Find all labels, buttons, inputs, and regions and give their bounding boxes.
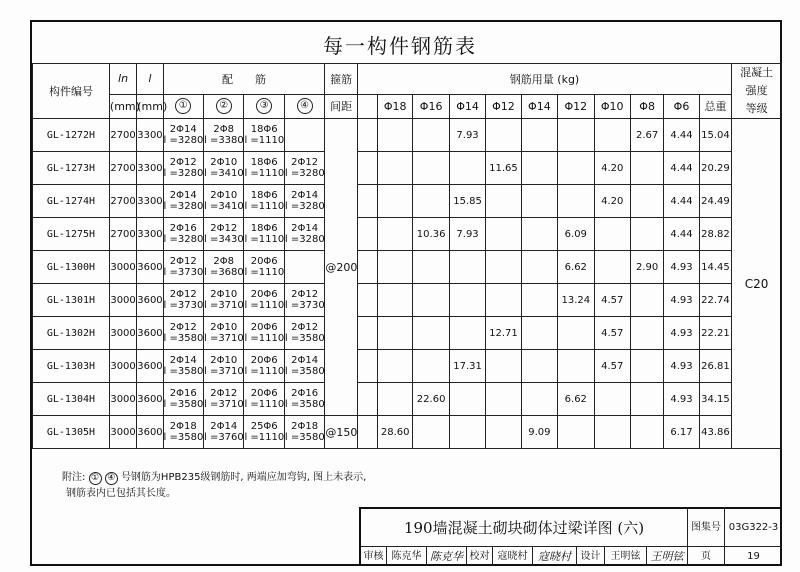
bar-1-spec: 2Φ12 l =3730 bbox=[163, 284, 203, 317]
bar-4-spec: 2Φ14 l =3280 bbox=[284, 218, 324, 251]
weight-cell: 4.57 bbox=[594, 350, 630, 383]
weight-cell bbox=[378, 251, 413, 284]
header-dia-14: Φ14 bbox=[449, 94, 485, 118]
review-label: 审核 bbox=[361, 547, 387, 566]
member-id: GL-1305H bbox=[33, 416, 110, 449]
weight-cell bbox=[630, 350, 663, 383]
header-ln: ln bbox=[109, 64, 136, 95]
concrete-grade: C20 bbox=[732, 119, 782, 449]
bar-1-spec: 2Φ16 l =3580 bbox=[163, 383, 203, 416]
weight-cell: 7.93 bbox=[449, 218, 485, 251]
weight-cell bbox=[630, 284, 663, 317]
weight-cell bbox=[521, 152, 557, 185]
weight-cell bbox=[486, 119, 521, 152]
weight-cell bbox=[630, 152, 663, 185]
header-ln-unit: (mm) bbox=[109, 94, 136, 118]
bar-1-spec: 2Φ18 l =3580 bbox=[163, 416, 203, 449]
weight-cell: 17.31 bbox=[449, 350, 485, 383]
weight-cell bbox=[486, 350, 521, 383]
bar-2-spec: 2Φ10 l =3410 bbox=[203, 152, 243, 185]
header-dia-10: Φ10 bbox=[594, 94, 630, 118]
bar-3-spec: 20Φ6 l =1110 bbox=[244, 383, 284, 416]
member-id: GL-1274H bbox=[33, 185, 110, 218]
bar-3-spec: 20Φ6 l =1110 bbox=[244, 317, 284, 350]
weight-cell: 9.09 bbox=[521, 416, 557, 449]
weight-cell bbox=[558, 152, 594, 185]
table-row bbox=[33, 185, 782, 218]
blank-cell bbox=[357, 119, 377, 152]
weight-cell bbox=[378, 218, 413, 251]
weight-cell bbox=[449, 152, 485, 185]
weight-cell bbox=[594, 383, 630, 416]
weight-cell bbox=[486, 284, 521, 317]
weight-cell: 2.67 bbox=[630, 119, 663, 152]
weight-cell bbox=[630, 185, 663, 218]
bar-3-spec: 18Φ6 l =1110 bbox=[244, 152, 284, 185]
weight-cell bbox=[521, 251, 557, 284]
weight-cell bbox=[630, 317, 663, 350]
weight-cell bbox=[521, 284, 557, 317]
bar-3-spec: 25Φ6 l =1110 bbox=[244, 416, 284, 449]
weight-cell: 4.44 bbox=[664, 185, 699, 218]
total-weight: 43.86 bbox=[699, 416, 732, 449]
checker-name: 寇晓村 bbox=[493, 547, 533, 566]
header-stirrup: 箍筋 bbox=[325, 64, 357, 95]
member-id: GL-1304H bbox=[33, 383, 110, 416]
weight-cell: 4.93 bbox=[664, 284, 699, 317]
header-stirrup-spacing: 间距 bbox=[325, 94, 357, 118]
stirrup-spacing: @150 bbox=[325, 416, 357, 449]
header-l-unit: (mm) bbox=[137, 94, 163, 118]
weight-cell bbox=[413, 119, 449, 152]
bar-3-spec: 20Φ6 l =1110 bbox=[244, 350, 284, 383]
reviewer-name: 陈克华 bbox=[387, 547, 427, 566]
header-member-no: 构件编号 bbox=[33, 64, 110, 119]
total-weight: 22.21 bbox=[699, 317, 732, 350]
header-dia-18: Φ18 bbox=[378, 94, 413, 118]
bar-1-spec: 2Φ12 l =3280 bbox=[163, 152, 203, 185]
weight-cell bbox=[521, 119, 557, 152]
bar-2-spec: 2Φ10 l =3410 bbox=[203, 185, 243, 218]
weight-cell: 4.57 bbox=[594, 317, 630, 350]
table-row bbox=[33, 350, 782, 383]
weight-cell: 4.93 bbox=[664, 251, 699, 284]
check-label: 校对 bbox=[467, 547, 493, 566]
signature-row bbox=[361, 547, 782, 566]
header-dia-14-b: Φ14 bbox=[521, 94, 557, 118]
weight-cell: 4.20 bbox=[594, 152, 630, 185]
total-weight: 22.74 bbox=[699, 284, 732, 317]
header-l: l bbox=[137, 64, 163, 95]
bar-3-spec: 18Φ6 l =1110 bbox=[244, 218, 284, 251]
weight-cell bbox=[413, 350, 449, 383]
note-line-2: 钢筋表内已包括其长度。 bbox=[66, 488, 176, 499]
weight-cell bbox=[449, 317, 485, 350]
clear-span: 2700 bbox=[109, 185, 136, 218]
bar-2-spec: 2Φ12 l =3430 bbox=[203, 218, 243, 251]
weight-cell bbox=[630, 218, 663, 251]
note-text-1: 号钢筋为HPB235级钢筋时, 两端应加弯钩, 图上未表示, bbox=[120, 472, 367, 483]
note-prefix: 附注: bbox=[62, 472, 86, 483]
blank-cell bbox=[357, 218, 377, 251]
bar-4-spec: 2Φ12 l =3730 bbox=[284, 284, 324, 317]
clear-span: 3000 bbox=[109, 383, 136, 416]
bar-2-spec: 2Φ12 l =3710 bbox=[203, 383, 243, 416]
total-weight: 26.81 bbox=[699, 350, 732, 383]
weight-cell: 4.44 bbox=[664, 119, 699, 152]
beam-length: 3600 bbox=[137, 383, 163, 416]
member-id: GL-1275H bbox=[33, 218, 110, 251]
weight-cell: 6.17 bbox=[664, 416, 699, 449]
weight-cell bbox=[413, 284, 449, 317]
clear-span: 2700 bbox=[109, 152, 136, 185]
weight-cell bbox=[558, 185, 594, 218]
bar-4-spec bbox=[284, 251, 324, 284]
member-id: GL-1301H bbox=[33, 284, 110, 317]
clear-span: 3000 bbox=[109, 350, 136, 383]
clear-span: 3000 bbox=[109, 284, 136, 317]
header-concrete-grade: 混凝土 强度 等级 bbox=[732, 64, 782, 119]
bar-3-spec: 20Φ6 l =1110 bbox=[244, 284, 284, 317]
weight-cell bbox=[594, 251, 630, 284]
page-number: 19 bbox=[747, 551, 760, 562]
weight-cell bbox=[378, 284, 413, 317]
weight-cell: 4.44 bbox=[664, 218, 699, 251]
table-row bbox=[33, 119, 782, 152]
total-weight: 34.15 bbox=[699, 383, 732, 416]
weight-cell bbox=[594, 119, 630, 152]
member-id: GL-1302H bbox=[33, 317, 110, 350]
weight-cell bbox=[413, 152, 449, 185]
weight-cell bbox=[594, 218, 630, 251]
weight-cell: 2.90 bbox=[630, 251, 663, 284]
blank-cell bbox=[357, 284, 377, 317]
blank-cell bbox=[357, 317, 377, 350]
bar-4-spec: 2Φ14 l =3280 bbox=[284, 185, 324, 218]
beam-length: 3600 bbox=[137, 350, 163, 383]
weight-cell bbox=[449, 383, 485, 416]
weight-cell bbox=[486, 218, 521, 251]
bar-4-spec: 2Φ18 l =3580 bbox=[284, 416, 324, 449]
note-bar-4: ④ bbox=[105, 472, 118, 485]
blank-cell bbox=[357, 152, 377, 185]
stirrup-spacing: @200 bbox=[325, 119, 357, 416]
header-total: 总重 bbox=[699, 94, 732, 118]
member-id: GL-1300H bbox=[33, 251, 110, 284]
weight-cell bbox=[630, 416, 663, 449]
member-id: GL-1273H bbox=[33, 152, 110, 185]
bar-1-spec: 2Φ14 l =3280 bbox=[163, 185, 203, 218]
weight-cell: 4.93 bbox=[664, 383, 699, 416]
weight-cell: 12.71 bbox=[486, 317, 521, 350]
bar-4-spec: 2Φ14 l =3580 bbox=[284, 350, 324, 383]
weight-cell bbox=[558, 416, 594, 449]
weight-cell bbox=[449, 416, 485, 449]
header-dia-16: Φ16 bbox=[413, 94, 449, 118]
weight-cell bbox=[378, 119, 413, 152]
drawing-name: 190墙混凝土砌块砌体过梁详图 (六) bbox=[361, 509, 688, 547]
table-row bbox=[33, 218, 782, 251]
weight-cell bbox=[486, 383, 521, 416]
weight-cell bbox=[521, 350, 557, 383]
header-bar-3: ③ bbox=[244, 94, 284, 118]
note-bar-1: ① bbox=[89, 472, 102, 485]
table-row bbox=[33, 383, 782, 416]
weight-cell: 4.44 bbox=[664, 152, 699, 185]
weight-cell bbox=[558, 119, 594, 152]
bar-1-spec: 2Φ16 l =3280 bbox=[163, 218, 203, 251]
bar-2-spec: 2Φ8 l =3380 bbox=[203, 119, 243, 152]
reviewer-signature: 陈克华 bbox=[427, 547, 467, 566]
table-row bbox=[33, 317, 782, 350]
member-id: GL-1272H bbox=[33, 119, 110, 152]
weight-cell bbox=[378, 152, 413, 185]
weight-cell bbox=[449, 251, 485, 284]
bar-3-spec: 18Φ6 l =1110 bbox=[244, 119, 284, 152]
total-weight: 24.49 bbox=[699, 185, 732, 218]
weight-cell bbox=[378, 317, 413, 350]
weight-cell bbox=[449, 284, 485, 317]
bar-1-spec: 2Φ14 l =3580 bbox=[163, 350, 203, 383]
clear-span: 3000 bbox=[109, 416, 136, 449]
table-row bbox=[33, 416, 782, 449]
rebar-table-body bbox=[33, 119, 782, 449]
bar-1-spec: 2Φ12 l =3580 bbox=[163, 317, 203, 350]
weight-cell: 4.57 bbox=[594, 284, 630, 317]
weight-cell: 15.85 bbox=[449, 185, 485, 218]
blank-cell bbox=[357, 185, 377, 218]
header-bar-2: ② bbox=[203, 94, 243, 118]
beam-length: 3300 bbox=[137, 185, 163, 218]
clear-span: 3000 bbox=[109, 317, 136, 350]
weight-cell: 6.62 bbox=[558, 251, 594, 284]
bar-2-spec: 2Φ8 l =3680 bbox=[203, 251, 243, 284]
beam-length: 3300 bbox=[137, 119, 163, 152]
weight-cell bbox=[378, 185, 413, 218]
weight-cell bbox=[630, 383, 663, 416]
weight-cell: 4.20 bbox=[594, 185, 630, 218]
weight-cell bbox=[558, 317, 594, 350]
weight-cell bbox=[413, 416, 449, 449]
weight-cell: 11.65 bbox=[486, 152, 521, 185]
beam-length: 3600 bbox=[137, 284, 163, 317]
weight-cell bbox=[558, 350, 594, 383]
clear-span: 3000 bbox=[109, 251, 136, 284]
bar-2-spec: 2Φ14 l =3760 bbox=[203, 416, 243, 449]
weight-cell bbox=[521, 185, 557, 218]
weight-cell bbox=[378, 350, 413, 383]
total-weight: 15.04 bbox=[699, 119, 732, 152]
blank-cell bbox=[357, 251, 377, 284]
bar-1-spec: 2Φ12 l =3730 bbox=[163, 251, 203, 284]
beam-length: 3600 bbox=[137, 416, 163, 449]
weight-cell bbox=[413, 317, 449, 350]
bar-4-spec: 2Φ12 l =3580 bbox=[284, 317, 324, 350]
blank-cell bbox=[357, 350, 377, 383]
header-bar-4: ④ bbox=[284, 94, 324, 118]
header-dia-12-b: Φ12 bbox=[558, 94, 594, 118]
header-dia-12: Φ12 bbox=[486, 94, 521, 118]
note bbox=[62, 470, 366, 502]
member-id: GL-1303H bbox=[33, 350, 110, 383]
total-weight: 28.82 bbox=[699, 218, 732, 251]
weight-cell bbox=[594, 416, 630, 449]
clear-span: 2700 bbox=[109, 119, 136, 152]
weight-cell bbox=[413, 251, 449, 284]
weight-cell: 13.24 bbox=[558, 284, 594, 317]
weight-cell bbox=[486, 251, 521, 284]
weight-cell: 7.93 bbox=[449, 119, 485, 152]
atlas-label: 图集号 bbox=[688, 509, 725, 547]
atlas-number: 03G322-3 bbox=[725, 509, 782, 547]
weight-cell: 6.62 bbox=[558, 383, 594, 416]
bar-4-spec: 2Φ16 l =3580 bbox=[284, 383, 324, 416]
header-dia-6: Φ6 bbox=[664, 94, 699, 118]
bar-2-spec: 2Φ10 l =3710 bbox=[203, 284, 243, 317]
header-rebar-usage: 钢筋用量 (kg) bbox=[357, 64, 731, 95]
total-weight: 20.29 bbox=[699, 152, 732, 185]
header-dia-8: Φ8 bbox=[630, 94, 663, 118]
blank-cell bbox=[357, 416, 377, 449]
weight-cell bbox=[413, 185, 449, 218]
bar-3-spec: 20Φ6 l =1110 bbox=[244, 251, 284, 284]
weight-cell: 4.93 bbox=[664, 350, 699, 383]
bar-1-spec: 2Φ14 l =3280 bbox=[163, 119, 203, 152]
beam-length: 3600 bbox=[137, 317, 163, 350]
header-reinforcement: 配 筋 bbox=[163, 64, 325, 95]
beam-length: 3600 bbox=[137, 251, 163, 284]
clear-span: 2700 bbox=[109, 218, 136, 251]
weight-cell: 4.93 bbox=[664, 317, 699, 350]
bar-3-spec: 18Φ6 l =1110 bbox=[244, 185, 284, 218]
header-bar-1: ① bbox=[163, 94, 203, 118]
beam-length: 3300 bbox=[137, 152, 163, 185]
blank-cell bbox=[357, 383, 377, 416]
weight-cell bbox=[521, 383, 557, 416]
bar-2-spec: 2Φ10 l =3710 bbox=[203, 317, 243, 350]
designer-name: 王明铉 bbox=[605, 547, 647, 566]
designer-signature: 王明铉 bbox=[647, 547, 688, 566]
weight-cell: 28.60 bbox=[378, 416, 413, 449]
beam-length: 3300 bbox=[137, 218, 163, 251]
bar-4-spec bbox=[284, 119, 324, 152]
design-label: 设计 bbox=[577, 547, 605, 566]
page-label: 页 bbox=[688, 547, 725, 566]
weight-cell: 6.09 bbox=[558, 218, 594, 251]
table-row bbox=[33, 284, 782, 317]
weight-cell bbox=[521, 218, 557, 251]
total-weight: 14.45 bbox=[699, 251, 732, 284]
note-line-1 bbox=[62, 470, 366, 486]
table-row bbox=[33, 251, 782, 284]
table-row bbox=[33, 152, 782, 185]
table-title: 每一构件钢筋表 bbox=[323, 34, 477, 58]
bar-4-spec: 2Φ12 l =3280 bbox=[284, 152, 324, 185]
weight-cell bbox=[486, 185, 521, 218]
header-blank bbox=[357, 94, 377, 118]
weight-cell bbox=[486, 416, 521, 449]
weight-cell: 10.36 bbox=[413, 218, 449, 251]
weight-cell bbox=[521, 317, 557, 350]
bar-2-spec: 2Φ10 l =3710 bbox=[203, 350, 243, 383]
rebar-schedule-table bbox=[32, 63, 782, 449]
title-block bbox=[359, 507, 782, 566]
weight-cell bbox=[378, 383, 413, 416]
weight-cell: 22.60 bbox=[413, 383, 449, 416]
checker-signature: 寇晓村 bbox=[533, 547, 577, 566]
